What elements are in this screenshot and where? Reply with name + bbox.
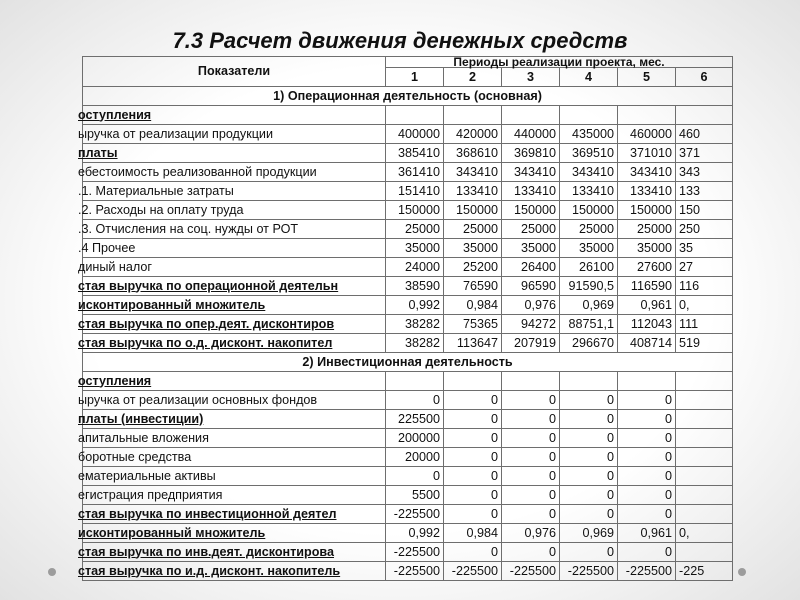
cell-period-4: 91590,5 (560, 277, 618, 296)
cell-period-5 (618, 372, 676, 391)
cell-period-6 (676, 410, 733, 429)
cell-period-5: 35000 (618, 239, 676, 258)
cell-period-2: 0 (444, 505, 502, 524)
row-label: ыручка от реализации основных фондов (83, 391, 386, 410)
table-row (83, 144, 733, 163)
cell-period-1: 0,992 (386, 524, 444, 543)
cell-period-1: 361410 (386, 163, 444, 182)
cell-period-3: 35000 (502, 239, 560, 258)
cell-period-3 (502, 372, 560, 391)
cell-period-2: 0 (444, 410, 502, 429)
table-row (83, 201, 733, 220)
cell-period-3: 0 (502, 486, 560, 505)
table-row (83, 486, 733, 505)
cell-period-5: 343410 (618, 163, 676, 182)
cell-period-5 (618, 106, 676, 125)
cell-period-4: 0 (560, 467, 618, 486)
cell-period-1: 150000 (386, 201, 444, 220)
row-label: боротные средства (83, 448, 386, 467)
cell-period-1: 38590 (386, 277, 444, 296)
header-period-5: 5 (618, 68, 676, 87)
cell-period-3: 0 (502, 448, 560, 467)
cell-period-3: -225500 (502, 562, 560, 581)
cell-period-2: 343410 (444, 163, 502, 182)
cell-period-4 (560, 372, 618, 391)
cell-period-3: 0 (502, 410, 560, 429)
cell-period-1: 225500 (386, 410, 444, 429)
cell-period-5: 371010 (618, 144, 676, 163)
cell-period-4: 0 (560, 448, 618, 467)
cell-period-1: -225500 (386, 543, 444, 562)
table-row (83, 125, 733, 144)
cell-period-6 (676, 486, 733, 505)
cell-period-2: 133410 (444, 182, 502, 201)
cell-period-5: 0 (618, 543, 676, 562)
cell-period-6: 116 (676, 277, 733, 296)
cell-period-1: 38282 (386, 334, 444, 353)
row-label: платы (инвестиции) (83, 410, 386, 429)
cell-period-1: 20000 (386, 448, 444, 467)
cell-period-3: 26400 (502, 258, 560, 277)
cell-period-4: 296670 (560, 334, 618, 353)
cell-period-6: 460 (676, 125, 733, 144)
table-row (83, 391, 733, 410)
cell-period-6 (676, 106, 733, 125)
cell-period-6 (676, 543, 733, 562)
cell-period-5: 0 (618, 410, 676, 429)
header-periods: Периоды реализации проекта, мес. (386, 57, 733, 68)
cell-period-4: 369510 (560, 144, 618, 163)
header-period-6: 6 (676, 68, 733, 87)
table-row (83, 410, 733, 429)
cell-period-4: 26100 (560, 258, 618, 277)
cell-period-5: 0 (618, 391, 676, 410)
header-period-1: 1 (386, 68, 444, 87)
cell-period-5: 0 (618, 486, 676, 505)
row-label: .3. Отчисления на соц. нужды от РОТ (83, 220, 386, 239)
cell-period-5: 0 (618, 467, 676, 486)
cell-period-5: 0,961 (618, 296, 676, 315)
cell-period-5: 116590 (618, 277, 676, 296)
prev-slide-icon[interactable] (48, 568, 56, 576)
cell-period-5: 408714 (618, 334, 676, 353)
table-row (83, 258, 733, 277)
cell-period-4: 0,969 (560, 524, 618, 543)
section-title: 1) Операционная деятельность (основная) (83, 87, 733, 106)
cell-period-4: 35000 (560, 239, 618, 258)
cell-period-4: -225500 (560, 562, 618, 581)
row-label: исконтированный множитель (83, 524, 386, 543)
row-label: .2. Расходы на оплату труда (83, 201, 386, 220)
cell-period-6: 519 (676, 334, 733, 353)
table-row (83, 429, 733, 448)
cell-period-1: 35000 (386, 239, 444, 258)
cell-period-5: 0 (618, 505, 676, 524)
row-label: оступления (83, 372, 386, 391)
cell-period-2: 25000 (444, 220, 502, 239)
cash-flow-table-container (78, 55, 730, 578)
cell-period-2 (444, 372, 502, 391)
cell-period-3: 96590 (502, 277, 560, 296)
section-title: 2) Инвестиционная деятельность (83, 353, 733, 372)
cell-period-2: 113647 (444, 334, 502, 353)
cell-period-6: 133 (676, 182, 733, 201)
cell-period-3 (502, 106, 560, 125)
cell-period-4: 0 (560, 486, 618, 505)
cell-period-5: 25000 (618, 220, 676, 239)
cell-period-1: 5500 (386, 486, 444, 505)
cell-period-4: 133410 (560, 182, 618, 201)
cell-period-3: 440000 (502, 125, 560, 144)
cell-period-5: 0,961 (618, 524, 676, 543)
cell-period-3: 369810 (502, 144, 560, 163)
cell-period-6 (676, 467, 733, 486)
cell-period-6 (676, 372, 733, 391)
row-label: ематериальные активы (83, 467, 386, 486)
cell-period-6: 343 (676, 163, 733, 182)
cell-period-1: 0 (386, 391, 444, 410)
cell-period-2: 368610 (444, 144, 502, 163)
cell-period-4: 0,969 (560, 296, 618, 315)
cell-period-5: 0 (618, 429, 676, 448)
cell-period-6 (676, 391, 733, 410)
cell-period-5: 133410 (618, 182, 676, 201)
table-row (83, 182, 733, 201)
cell-period-2: 420000 (444, 125, 502, 144)
row-label: ебестоимость реализованной продукции (83, 163, 386, 182)
cell-period-4: 25000 (560, 220, 618, 239)
cell-period-6: 150 (676, 201, 733, 220)
cell-period-4: 0 (560, 410, 618, 429)
header-period-2: 2 (444, 68, 502, 87)
cell-period-4: 150000 (560, 201, 618, 220)
cell-period-2: -225500 (444, 562, 502, 581)
row-label: стая выручка по операционной деятельн (83, 277, 386, 296)
cell-period-3: 0 (502, 467, 560, 486)
cell-period-6 (676, 429, 733, 448)
cell-period-1: 151410 (386, 182, 444, 201)
cell-period-1: 25000 (386, 220, 444, 239)
cell-period-1: 200000 (386, 429, 444, 448)
cell-period-1: -225500 (386, 505, 444, 524)
cell-period-5: 0 (618, 448, 676, 467)
cell-period-1: -225500 (386, 562, 444, 581)
cell-period-3: 0 (502, 391, 560, 410)
cell-period-3: 25000 (502, 220, 560, 239)
cell-period-2: 0,984 (444, 524, 502, 543)
table-row (83, 448, 733, 467)
cell-period-2: 0 (444, 486, 502, 505)
row-label: стая выручка по о.д. дисконт. накопител (83, 334, 386, 353)
row-label: диный налог (83, 258, 386, 277)
cell-period-2: 0 (444, 429, 502, 448)
table-row (83, 505, 733, 524)
cell-period-4: 0 (560, 391, 618, 410)
cell-period-4 (560, 106, 618, 125)
row-label: стая выручка по инв.деят. дисконтирова (83, 543, 386, 562)
cell-period-2: 0 (444, 448, 502, 467)
cell-period-4: 0 (560, 543, 618, 562)
cell-period-5: 112043 (618, 315, 676, 334)
table-row (83, 239, 733, 258)
cell-period-2: 0,984 (444, 296, 502, 315)
cell-period-3: 207919 (502, 334, 560, 353)
table-row (83, 277, 733, 296)
cell-period-4: 343410 (560, 163, 618, 182)
cell-period-1: 38282 (386, 315, 444, 334)
table-row (83, 334, 733, 353)
row-label: .4 Прочее (83, 239, 386, 258)
cell-period-3: 0 (502, 505, 560, 524)
cell-period-4: 88751,1 (560, 315, 618, 334)
cell-period-6: -225 (676, 562, 733, 581)
cell-period-1: 0,992 (386, 296, 444, 315)
table-row (83, 220, 733, 239)
section-header-row (83, 87, 733, 106)
cell-period-2: 76590 (444, 277, 502, 296)
cell-period-1: 0 (386, 467, 444, 486)
cell-period-6: 111 (676, 315, 733, 334)
row-label: исконтированный множитель (83, 296, 386, 315)
cell-period-3: 0 (502, 429, 560, 448)
row-label: стая выручка по опер.деят. дисконтиров (83, 315, 386, 334)
row-label: апитальные вложения (83, 429, 386, 448)
table-row (83, 562, 733, 581)
slide-title: 7.3 Расчет движения денежных средств (172, 28, 628, 53)
table-row (83, 163, 733, 182)
row-label: .1. Материальные затраты (83, 182, 386, 201)
cell-period-1 (386, 106, 444, 125)
cell-period-5: 27600 (618, 258, 676, 277)
table-row (83, 372, 733, 391)
row-label: ыручка от реализации продукции (83, 125, 386, 144)
cell-period-2: 75365 (444, 315, 502, 334)
cell-period-3: 0 (502, 543, 560, 562)
cell-period-5: 460000 (618, 125, 676, 144)
table-row (83, 315, 733, 334)
row-label: платы (83, 144, 386, 163)
cell-period-6: 0, (676, 296, 733, 315)
cell-period-1: 385410 (386, 144, 444, 163)
cash-flow-table (78, 55, 733, 581)
row-label: стая выручка по и.д. дисконт. накопитель (83, 562, 386, 581)
table-row (83, 467, 733, 486)
cell-period-3: 133410 (502, 182, 560, 201)
cell-period-3: 0,976 (502, 524, 560, 543)
table-row (83, 524, 733, 543)
header-indicators: Показатели (83, 57, 386, 87)
cell-period-2: 35000 (444, 239, 502, 258)
table-row (83, 106, 733, 125)
cell-period-1 (386, 372, 444, 391)
cell-period-6 (676, 448, 733, 467)
cell-period-6 (676, 505, 733, 524)
cell-period-2: 0 (444, 543, 502, 562)
row-label: стая выручка по инвестиционной деятел (83, 505, 386, 524)
next-slide-icon[interactable] (738, 568, 746, 576)
table-row (83, 543, 733, 562)
cell-period-2: 0 (444, 391, 502, 410)
cell-period-6: 371 (676, 144, 733, 163)
table-row (83, 296, 733, 315)
cell-period-6: 250 (676, 220, 733, 239)
cell-period-3: 0,976 (502, 296, 560, 315)
cell-period-3: 94272 (502, 315, 560, 334)
header-period-3: 3 (502, 68, 560, 87)
cell-period-2: 150000 (444, 201, 502, 220)
cell-period-2: 0 (444, 467, 502, 486)
cell-period-3: 150000 (502, 201, 560, 220)
header-period-4: 4 (560, 68, 618, 87)
section-header-row (83, 353, 733, 372)
cell-period-2: 25200 (444, 258, 502, 277)
cell-period-1: 24000 (386, 258, 444, 277)
cell-period-5: 150000 (618, 201, 676, 220)
cell-period-4: 0 (560, 505, 618, 524)
cell-period-4: 0 (560, 429, 618, 448)
table-body (78, 87, 733, 581)
row-label: егистрация предприятия (83, 486, 386, 505)
cell-period-6: 35 (676, 239, 733, 258)
cell-period-6: 27 (676, 258, 733, 277)
cell-period-1: 400000 (386, 125, 444, 144)
cell-period-6: 0, (676, 524, 733, 543)
cell-period-3: 343410 (502, 163, 560, 182)
row-label: оступления (83, 106, 386, 125)
cell-period-4: 435000 (560, 125, 618, 144)
cell-period-2 (444, 106, 502, 125)
cell-period-5: -225500 (618, 562, 676, 581)
